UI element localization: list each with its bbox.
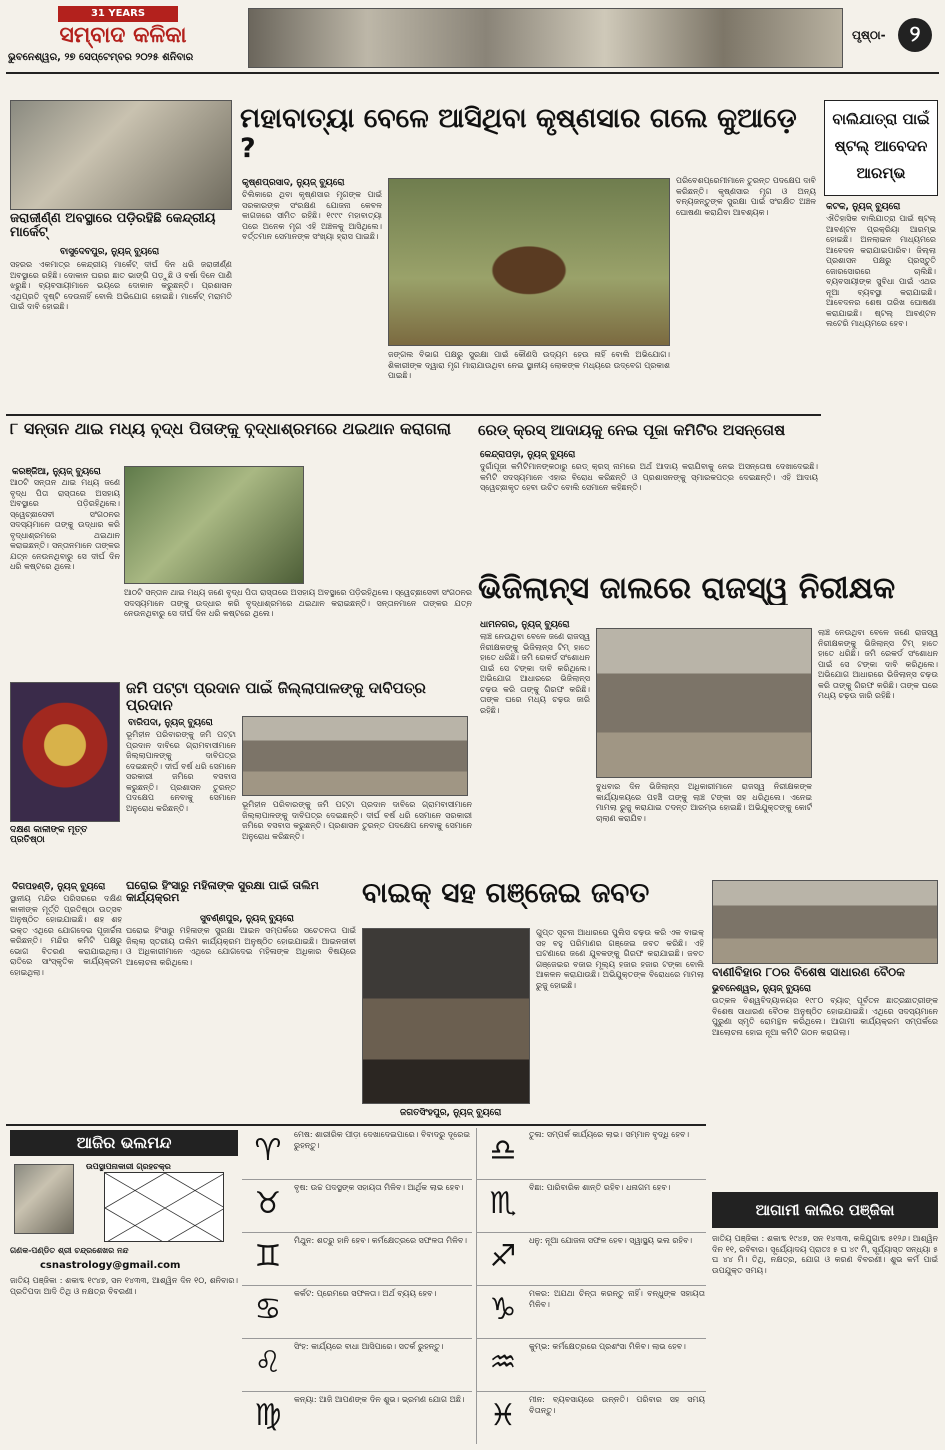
old-father-headline: ୮ ସନ୍ତାନ ଥାଇ ମଧ୍ୟ ବୃଦ୍ଧ ପିତାଙ୍କୁ ବୃଦ୍ଧାଶ୍ରମରେ ଥଇଥାନ କରାଗଲା (10, 420, 452, 438)
section-rule (6, 414, 821, 416)
vanivihar-dateline: ଭୁବନେଶ୍ୱର, ନ୍ୟୁଜ୍ ବ୍ୟୁରୋ (712, 984, 812, 994)
sign-text: ମିଥୁନ: ଶତ୍ରୁ ହାନି ହେବ। କର୍ମକ୍ଷେତ୍ରରେ ସଫଳତା ମିଳିବ। (294, 1236, 467, 1245)
zodiac-grid (242, 1128, 706, 1444)
panjika-title: ଆଗାମୀ କାଲିର ପଞ୍ଜିକା (755, 1201, 895, 1219)
domestic-dateline: ସୁବର୍ଣ୍ଣପୁର, ନ୍ୟୁଜ୍ ବ୍ୟୁରୋ (200, 914, 294, 924)
sign-icon: ♎ (489, 1133, 517, 1168)
sign-text: ମୀନ: ବ୍ୟବସାୟରେ ଉନ୍ନତି। ପରିବାର ସହ ସମୟ ବିତାନ୍ତୁ। (529, 1395, 705, 1415)
zodiac-sign (242, 1234, 472, 1286)
panjika-title-bar (712, 1192, 938, 1228)
krishnasara-col3: ପରିବେଶପ୍ରେମୀମାନେ ତୁରନ୍ତ ପଦକ୍ଷେପ ଦାବି କରିଛନ୍ତି। କୃଷ୍ଣସାର ମୃଗ ଓ ଅନ୍ୟ ବନ୍ୟଜନ୍ତୁଙ୍କ ସୁରକ୍ଷା ପାଇଁ ସଂରକ୍ଷିତ ଅଞ୍ଚଳ ଘୋଷଣା କରାଯିବା ଆବଶ୍ୟକ। (676, 176, 816, 217)
panjika-body: ଜାତିୟ ପଞ୍ଜିକା : ଶକାବ୍ଦ ୧୯୪୭, ସନ ୧୪୩୩, କଳିଯୁଗାବ୍ଦ ୫୧୨୬। ଆଶ୍ୱିନ ଦିନ ୧୧, ରବିବାର। ସୂର୍ଯ୍ୟୋଦୟ ପ୍ରାତଃ ୫ ଘ ୪୯ ମି, ସୂର୍ଯ୍ୟାସ୍ତ ସନ୍ଧ୍ୟା ୫ ଘ ୪୪ ମି। ତିଥି, ନକ୍ଷତ୍ର, ଯୋଗ ଓ କରଣ ବିବରଣୀ। ଶୁଭ କର୍ମ ପାଇଁ ଉପଯୁକ୍ତ ସମୟ। (712, 1234, 938, 1275)
market-body: ସହରର ଏକମାତ୍ର କେନ୍ଦ୍ରୀୟ ମାର୍କେଟ୍ ଦୀର୍ଘ ଦିନ ଧରି ଜରାଜୀର୍ଣ୍ଣ ଅବସ୍ଥାରେ ରହିଛି। ଦୋକାନ ଘରର ଛାତ ଭାଙ୍ଗି ପଡ଼ୁଛି ଓ ବର୍ଷା ଦିନେ ପାଣି ଝରୁଛି। ବ୍ୟବସାୟୀମାନେ ଭୟରେ ଦୋକାନ କରୁଛନ୍ତି। ପ୍ରଶାସନ ଏଥିପ୍ରତି ଦୃଷ୍ଟି ଦେଉନାହିଁ ବୋଲି ଅଭିଯୋଗ ହୋଇଛି। ମାର୍କେଟ୍ ମରାମତି ପାଇଁ ଦାବି ହୋଇଛି। (10, 260, 232, 311)
vigilance-body-3: ଲାଞ୍ଚ ନେଉଥିବା ବେଳେ ଜଣେ ରାଜସ୍ୱ ନିରୀକ୍ଷକଙ୍କୁ ଭିଜିଲାନ୍ସ ଟିମ୍ ହାତେ ହାତେ ଧରିଛି। ଜମି ରେକର୍ଡ ସଂଶୋଧନ ପାଇଁ ସେ ଟଙ୍କା ଦାବି କରିଥିଲେ। ଅଭିଯୋଗ ଆଧାରରେ ଭିଜିଲାନ୍ସ ଚଢ଼ଉ କରି ତାଙ୍କୁ ଗିରଫ କରିଛି। ତାଙ୍କ ଘରେ ମଧ୍ୟ ଚଢ଼ଉ ଜାରି ରହିଛି। (818, 628, 938, 700)
sign-text: କର୍କଟ: ପ୍ରେମରେ ସଫଳତା। ଅର୍ଥ ବ୍ୟୟ ହେବ। (294, 1289, 437, 1298)
krishnasara-col2: ଜଙ୍ଗଲ ବିଭାଗ ପକ୍ଷରୁ ସୁରକ୍ଷା ପାଇଁ କୌଣସି ଉଦ୍ୟମ ହେଉ ନାହିଁ ବୋଲି ଅଭିଯୋଗ। ଶିକାରୀଙ୍କ ଦ୍ୱାରା ମୃଗ ମାରାଯାଉଥିବା ନେଇ ସ୍ଥାନୀୟ ଲୋକଙ୍କ ମଧ୍ୟରେ ଉଦ୍‌ବେଗ ପ୍ରକାଶ ପାଇଛି। (388, 350, 670, 380)
balijatra-dateline: କଟକ, ନ୍ୟୁଜ୍ ବ୍ୟୁରୋ (826, 202, 901, 212)
masthead (8, 6, 238, 66)
page-number-badge (846, 18, 938, 54)
vigilance-headline: ଭିଜିଲାନ୍ସ ଜାଲରେ ରାଜସ୍ୱ ନିରୀକ୍ଷକ (478, 572, 896, 605)
blackbuck-photo (388, 178, 670, 346)
zodiac-column-left (242, 1128, 472, 1444)
market-dateline: ବାସୁଦେବପୁର, ନ୍ୟୁଜ୍ ବ୍ୟୁରୋ (60, 247, 160, 257)
panjika-today: ଜାତିୟ ପଞ୍ଜିକା : ଶକାବ୍ଦ ୧୯୪୭, ସନ ୧୪୩୩, ଆଶ୍ୱିନ ଦିନ ୧୦, ଶନିବାର। ପ୍ରତିପଦା ଆଦି ତିଥି ଓ ନକ୍ଷତ୍ର ବିବରଣୀ। (10, 1276, 238, 1296)
bike-ganja-headline: ବାଇକ୍ ସହ ଗଞ୍ଜେଇ ଜବତ (362, 878, 650, 909)
sign-text: କନ୍ୟା: ଆଜି ଆପଣଙ୍କ ଦିନ ଶୁଭ। ଭ୍ରମଣ ଯୋଗ ଅଛି। (294, 1395, 465, 1404)
sign-text: ମକର: ଅଯଥା ଚିନ୍ତା କରନ୍ତୁ ନାହିଁ। ବନ୍ଧୁଙ୍କ ସହାୟତା ମିଳିବ। (529, 1289, 705, 1309)
krishnasara-headline: ମହାବାତ୍ୟା ବେଳେ ଆସିଥିବା କୃଷ୍ଣସାର ଗଲେ କୁଆଡ଼େ ? (240, 104, 797, 164)
zodiac-sign (477, 1234, 706, 1286)
vigilance-photo (596, 628, 812, 778)
bike-ganja-body: ଗୁପ୍ତ ସୂଚନା ଆଧାରରେ ପୁଲିସ ଚଢ଼ଉ କରି ଏକ ବାଇକ୍ ସହ ବହୁ ପରିମାଣର ଗଞ୍ଜେଇ ଜବତ କରିଛି। ଏହି ଘଟଣାରେ ଜଣେ ଯୁବକଙ୍କୁ ଗିରଫ କରାଯାଇଛି। ଜବତ ଗଞ୍ଜେଇର ବଜାର ମୂଲ୍ୟ ହଜାର ହଜାର ଟଙ୍କା ବୋଲି ଆକଳନ କରାଯାଉଛି। ଅଭିଯୁକ୍ତଙ୍କ ବିରୋଧରେ ମାମଲା ରୁଜୁ ହୋଇଛି। (536, 928, 704, 990)
sign-text: ତୁଳା: ସମ୍ପର୍କ କାର୍ଯ୍ୟରେ ଲାଭ। ସମ୍ମାନ ବୃଦ୍ଧି ହେବ। (529, 1130, 690, 1139)
sign-icon: ♈ (254, 1133, 282, 1168)
astrologer-photo (14, 1164, 74, 1234)
sign-icon: ♑ (489, 1292, 517, 1327)
sign-icon: ♍ (254, 1398, 282, 1433)
vanivihar-body: ଉତ୍କଳ ବିଶ୍ୱବିଦ୍ୟାଳୟର ୧୯୮୦ ବ୍ୟାଚ୍ ପୂର୍ବତନ ଛାତ୍ରଛାତ୍ରୀଙ୍କ ବିଶେଷ ସାଧାରଣ ବୈଠକ ଅନୁଷ୍ଠିତ ହୋଇଯାଇଛି। ଏଥିରେ ସଦସ୍ୟମାନେ ପୁରୁଣା ସ୍ମୃତି ରୋମନ୍ଥନ କରିଥିଲେ। ଆଗାମୀ କାର୍ଯ୍ୟକ୍ରମ ସମ୍ପର୍କରେ ଆଲୋଚନା ହୋଇ ନୂଆ କମିଟି ଗଠନ କରାଗଲା। (712, 996, 938, 1037)
sign-icon: ♐ (489, 1239, 517, 1274)
sign-icon: ♋ (254, 1292, 282, 1327)
horoscope-title-bar (10, 1130, 238, 1156)
zodiac-sign (242, 1287, 472, 1339)
sign-icon: ♊ (254, 1239, 282, 1274)
masthead-rule (6, 72, 939, 74)
bike-ganja-dateline: ଜଗତସିଂହପୁର, ନ୍ୟୁଜ୍ ବ୍ୟୁରୋ (400, 1108, 502, 1118)
land-patta-photo (242, 716, 468, 796)
newspaper-logo: ସମ୍ବାଦ କଳିକା (59, 22, 187, 48)
domestic-body: ଘରୋଇ ହିଂସାରୁ ମହିଳାଙ୍କ ସୁରକ୍ଷା ଆଇନ ସମ୍ପର୍କରେ ସଚେତନତା ପାଇଁ ଜିଲ୍ଲା ସ୍ତରୀୟ ତାଲିମ କାର୍ଯ୍ୟକ୍ରମ ଅନୁଷ୍ଠିତ ହୋଇଯାଇଛି। ଆଇନଜୀବୀ ଓ ଅଧିକାରୀମାନେ ଏଥିରେ ଯୋଗଦେଇ ମହିଳାଙ୍କ ଅଧିକାର ବିଷୟରେ ଆଲୋଚନା କରିଥିଲେ। (126, 926, 356, 967)
zodiac-sign (477, 1128, 706, 1180)
market-photo (10, 100, 232, 210)
vigilance-body: ଲାଞ୍ଚ ନେଉଥିବା ବେଳେ ଜଣେ ରାଜସ୍ୱ ନିରୀକ୍ଷକଙ୍କୁ ଭିଜିଲାନ୍ସ ଟିମ୍ ହାତେ ହାତେ ଧରିଛି। ଜମି ରେକର୍ଡ ସଂଶୋଧନ ପାଇଁ ସେ ଟଙ୍କା ଦାବି କରିଥିଲେ। ଅଭିଯୋଗ ଆଧାରରେ ଭିଜିଲାନ୍ସ ଚଢ଼ଉ କରି ତାଙ୍କୁ ଗିରଫ କରିଛି। ତାଙ୍କ ଘରେ ମଧ୍ୟ ଚଢ଼ଉ ଜାରି ରହିଛି। (480, 632, 590, 715)
land-patta-body-2: ଭୂମିହୀନ ପରିବାରଙ୍କୁ ଜମି ପଟ୍ଟା ପ୍ରଦାନ ଦାବିରେ ଗ୍ରାମବାସୀମାନେ ଜିଲ୍ଲାପାଳଙ୍କୁ ଦାବିପତ୍ର ଦେଇଛନ୍ତି। ଦୀର୍ଘ ବର୍ଷ ଧରି ସେମାନେ ସରକାରୀ ଜମିରେ ବସବାସ କରୁଛନ୍ତି। ପ୍ରଶାସନ ତୁରନ୍ତ ପଦକ୍ଷେପ ନେବାକୁ ସେମାନେ ଅନୁରୋଧ କରିଛନ୍ତି। (242, 800, 472, 841)
zodiac-sign (242, 1340, 472, 1392)
astrologer-email[interactable]: csnastrology@gmail.com (40, 1260, 181, 1271)
sign-icon: ♓ (489, 1398, 517, 1433)
deity-body: ସ୍ଥାନୀୟ ମନ୍ଦିର ପରିସରରେ ଦକ୍ଷିଣ କାଳୀଙ୍କ ମୂର୍ତ୍ତି ପ୍ରତିଷ୍ଠା ଉତ୍ସବ ଅନୁଷ୍ଠିତ ହୋଇଯାଇଛି। ଶହ ଶହ ଭକ୍ତ ଏଥିରେ ଯୋଗଦେଇ ପୂଜାର୍ଚ୍ଚନା କରିଛନ୍ତି। ମନ୍ଦିର କମିଟି ପକ୍ଷରୁ ଭୋଗ ବିତରଣ କରାଯାଇଥିଲା। ରାତିରେ ସାଂସ୍କୃତିକ କାର୍ଯ୍ୟକ୍ରମ ହୋଇଥିଲା। (10, 894, 122, 977)
deity-photo (10, 682, 120, 822)
years-badge: 31 YEARS (58, 6, 178, 22)
red-cross-dateline: କେନ୍ଦ୍ରାପଡ଼ା, ନ୍ୟୁଜ୍ ବ୍ୟୁରୋ (480, 450, 576, 460)
sign-text: ସିଂହ: କାର୍ଯ୍ୟରେ ବାଧା ଆସିପାରେ। ସତର୍କ ରୁହନ୍ତୁ। (294, 1342, 444, 1351)
red-cross-body: ଦୁର୍ଗାପୂଜା କମିଟିମାନଙ୍କଠାରୁ ରେଡ୍ କ୍ରସ୍ ନାମରେ ଅର୍ଥ ଆଦାୟ କରାଯିବାକୁ ନେଇ ଅସନ୍ତୋଷ ଦେଖାଦେଇଛି। କମିଟି ସଦସ୍ୟମାନେ ଏହାର ବିରୋଧ କରିଛନ୍ତି ଓ ପ୍ରଶାସନଙ୍କୁ ସ୍ମାରକପତ୍ର ଦେଇଛନ୍ତି। ଏହି ଆଦାୟ ସ୍ୱେଚ୍ଛାକୃତ ହେବା ଉଚିତ ବୋଲି ସେମାନେ କହିଛନ୍ତି। (480, 462, 818, 492)
zodiac-sign (477, 1340, 706, 1392)
sign-icon: ♉ (254, 1186, 282, 1221)
horoscope-title: ଆଜିର ଭଲମନ୍ଦ (76, 1133, 172, 1152)
issue-dateline: ଭୁବନେଶ୍ୱର, ୨୭ ସେପ୍ଟେମ୍ବର ୨୦୨୫ ଶନିବାର (8, 52, 194, 63)
sign-text: ବିଛା: ପାରିବାରିକ ଶାନ୍ତି ରହିବ। ଧନାଗମ ହେବ। (529, 1183, 671, 1192)
vanivihar-headline: ବାଣୀବିହାର ୮୦ର ବିଶେଷ ସାଧାରଣ ବୈଠକ (712, 966, 906, 979)
zodiac-sign (477, 1287, 706, 1339)
sign-text: କୁମ୍ଭ: କର୍ମକ୍ଷେତ୍ରରେ ପ୍ରଶଂସା ମିଳିବ। ଲାଭ ହେବ। (529, 1342, 686, 1351)
old-father-dateline: କରଞ୍ଜିଆ, ନ୍ୟୁଜ୍ ବ୍ୟୁରୋ (12, 467, 101, 477)
page-number: ୨ (898, 18, 932, 52)
balijatra-body: ଐତିହାସିକ ବାଲିଯାତ୍ରା ପାଇଁ ଷ୍ଟଲ୍ ଆବଣ୍ଟନ ପ୍ରକ୍ରିୟା ଆରମ୍ଭ ହୋଇଛି। ଅନଲାଇନ ମାଧ୍ୟମରେ ଆବେଦନ କରାଯାଇପାରିବ। ଜିଲ୍ଲା ପ୍ରଶାସନ ପକ୍ଷରୁ ପ୍ରସ୍ତୁତି ଜୋରସୋରରେ ଚାଲିଛି। ବ୍ୟବସାୟୀଙ୍କ ସୁବିଧା ପାଇଁ ଏଥର ନୂଆ ବ୍ୟବସ୍ଥା କରାଯାଇଛି। ଆବେଦନର ଶେଷ ତାରିଖ ଘୋଷଣା କରାଯାଇଛି। ଷ୍ଟଲ୍ ଆବଣ୍ଟନ ଲଟେରି ମାଧ୍ୟମରେ ହେବ। (826, 214, 936, 328)
deity-caption: ଦକ୍ଷିଣ କାଳୀଙ୍କ ମୂର୍ତ୍ତି ପ୍ରତିଷ୍ଠା (10, 826, 88, 845)
land-patta-headline: ଜମି ପଟ୍ଟା ପ୍ରଦାନ ପାଇଁ ଜିଲ୍ଲାପାଳଙ୍କୁ ଦାବିପତ୍ର ପ୍ରଦାନ (126, 680, 426, 713)
zodiac-sign (477, 1393, 706, 1443)
vigilance-body-2: ବୁଧବାର ଦିନ ଭିଜିଲାନ୍ସ ଅଧିକାରୀମାନେ ରାଜସ୍ୱ ନିରୀକ୍ଷକଙ୍କ କାର୍ଯ୍ୟାଳୟରେ ପହଞ୍ଚି ତାଙ୍କୁ ଲାଞ୍ଚ ଟଙ୍କା ସହ ଧରିଥିଲେ। ଏନେଇ ମାମଲା ରୁଜୁ କରାଯାଇ ତଦନ୍ତ ଆରମ୍ଭ ହୋଇଛି। ଅଭିଯୁକ୍ତଙ୍କୁ କୋର୍ଟ ଚାଲାଣ କରାଯିବ। (596, 782, 812, 823)
masthead-banner-image (248, 8, 843, 68)
sign-icon: ♒ (489, 1345, 517, 1380)
old-father-photo (124, 466, 304, 584)
vigilance-dateline: ଧାମନଗର, ନ୍ୟୁଜ୍ ବ୍ୟୁରୋ (480, 620, 570, 630)
domestic-headline: ଘରୋଇ ହିଂସାରୁ ମହିଳାଙ୍କ ସୁରକ୍ଷା ପାଇଁ ତାଲିମ କାର୍ଯ୍ୟକ୍ରମ (126, 880, 319, 905)
deity-dateline: ଦିଗପହଣ୍ଡି, ନ୍ୟୁଜ୍ ବ୍ୟୁରୋ (12, 882, 106, 892)
astro-chart (104, 1172, 224, 1242)
red-cross-headline: ରେଡ୍ କ୍ରସ୍ ଆଦାୟକୁ ନେଇ ପୂଜା କମିଟିର ଅସନ୍ତୋଷ (478, 422, 786, 439)
krishnasara-dateline: କୃଷ୍ଣପ୍ରସାଦ, ନ୍ୟୁଜ୍ ବ୍ୟୁରୋ (242, 178, 345, 188)
old-father-body-2: ଆଠଟି ସନ୍ତାନ ଥାଇ ମଧ୍ୟ ଜଣେ ବୃଦ୍ଧ ପିତା ରାସ୍ତାରେ ଅସହାୟ ଅବସ୍ଥାରେ ପଡ଼ିରହିଥିଲେ। ସ୍ୱେଚ୍ଛାସେବୀ ସଂଗଠନର ସଦସ୍ୟମାନେ ତାଙ୍କୁ ଉଦ୍ଧାର କରି ବୃଦ୍ଧାଶ୍ରମରେ ଥଇଥାନ କରାଇଛନ୍ତି। ସନ୍ତାନମାନେ ତାଙ୍କର ଯତ୍ନ ନେଉନଥିବାରୁ ସେ ଦୀର୍ଘ ଦିନ ଧରି କଷ୍ଟରେ ଥିଲେ। (124, 588, 472, 618)
sign-text: ବୃଷ: ଉଚ୍ଚ ପଦସ୍ଥଙ୍କ ସହାୟତା ମିଳିବ। ଆର୍ଥିକ ଲାଭ ହେବ। (294, 1183, 464, 1192)
old-father-body: ଆଠଟି ସନ୍ତାନ ଥାଇ ମଧ୍ୟ ଜଣେ ବୃଦ୍ଧ ପିତା ରାସ୍ତାରେ ଅସହାୟ ଅବସ୍ଥାରେ ପଡ଼ିରହିଥିଲେ। ସ୍ୱେଚ୍ଛାସେବୀ ସଂଗଠନର ସଦସ୍ୟମାନେ ତାଙ୍କୁ ଉଦ୍ଧାର କରି ବୃଦ୍ଧାଶ୍ରମରେ ଥଇଥାନ କରାଇଛନ୍ତି। ସନ୍ତାନମାନେ ତାଙ୍କର ଯତ୍ନ ନେଉନଥିବାରୁ ସେ ଦୀର୍ଘ ଦିନ ଧରି କଷ୍ଟରେ ଥିଲେ। (10, 478, 120, 571)
zodiac-sign (242, 1181, 472, 1233)
zodiac-sign (242, 1128, 472, 1180)
land-patta-dateline: ବାରିପଦା, ନ୍ୟୁଜ୍ ବ୍ୟୁରୋ (128, 718, 213, 728)
sign-icon: ♏ (489, 1186, 517, 1221)
zodiac-column-right (476, 1128, 706, 1444)
balijatra-headline: ବାଲିଯାତ୍ରା ପାଇଁ ଷ୍ଟଲ୍ ଆବେଦନ ଆରମ୍ଭ (832, 110, 930, 182)
horoscope-rule (6, 1124, 706, 1126)
krishnasara-col1: ଚିଲିକାରେ ଥିବା କୃଷ୍ଣସାର ମୃଗଙ୍କ ପାଇଁ ସରକାରଙ୍କ ସଂରକ୍ଷଣ ଯୋଜନା କେବଳ କାଗଜରେ ସୀମିତ ରହିଛି। ୧୯୯୯ ମହାବାତ୍ୟା ପରେ ଅନେକ ମୃଗ ଏହି ଅଞ୍ଚଳକୁ ଆସିଥିଲେ। ବର୍ତ୍ତମାନ ସେମାନଙ୍କ ସଂଖ୍ୟା ହ୍ରାସ ପାଇଛି। (242, 190, 382, 241)
astrologer-name: ଗଣକ-ପଣ୍ଡିତ ଶ୍ରୀ ଚନ୍ଦ୍ରଶେଖର ନନ୍ଦ (10, 1246, 129, 1255)
sign-text: ଧନୁ: ନୂଆ ଯୋଜନା ସଫଳ ହେବ। ସ୍ୱାସ୍ଥ୍ୟ ଭଲ ରହିବ। (529, 1236, 693, 1245)
market-headline: ଜରାଜୀର୍ଣ୍ଣ ଅବସ୍ଥାରେ ପଡ଼ିରହିଛି କେନ୍ଦ୍ରୀୟ ମାର୍କେଟ୍ (10, 212, 216, 241)
astro-chart-label: ଉପସ୍ଥାପନାକାରୀ ଗ୍ରହଚକ୍ର (86, 1162, 171, 1171)
bike-ganja-photo (362, 928, 530, 1104)
land-patta-body: ଭୂମିହୀନ ପରିବାରଙ୍କୁ ଜମି ପଟ୍ଟା ପ୍ରଦାନ ଦାବିରେ ଗ୍ରାମବାସୀମାନେ ଜିଲ୍ଲାପାଳଙ୍କୁ ଦାବିପତ୍ର ଦେଇଛନ୍ତି। ଦୀର୍ଘ ବର୍ଷ ଧରି ସେମାନେ ସରକାରୀ ଜମିରେ ବସବାସ କରୁଛନ୍ତି। ପ୍ରଶାସନ ତୁରନ୍ତ ପଦକ୍ଷେପ ନେବାକୁ ସେମାନେ ଅନୁରୋଧ କରିଛନ୍ତି। (126, 730, 236, 813)
page-label: ପୃଷ୍ଠା- (852, 28, 886, 42)
vanivihar-photo (712, 880, 938, 964)
zodiac-sign (242, 1393, 472, 1443)
sign-icon: ♌ (254, 1345, 282, 1380)
zodiac-sign (477, 1181, 706, 1233)
sign-text: ମେଷ: ଶାରୀରିକ ପୀଡ଼ା ଦେଖାଦେଇପାରେ। ବିବାଦରୁ ଦୂରେଇ ରୁହନ୍ତୁ। (294, 1130, 470, 1150)
